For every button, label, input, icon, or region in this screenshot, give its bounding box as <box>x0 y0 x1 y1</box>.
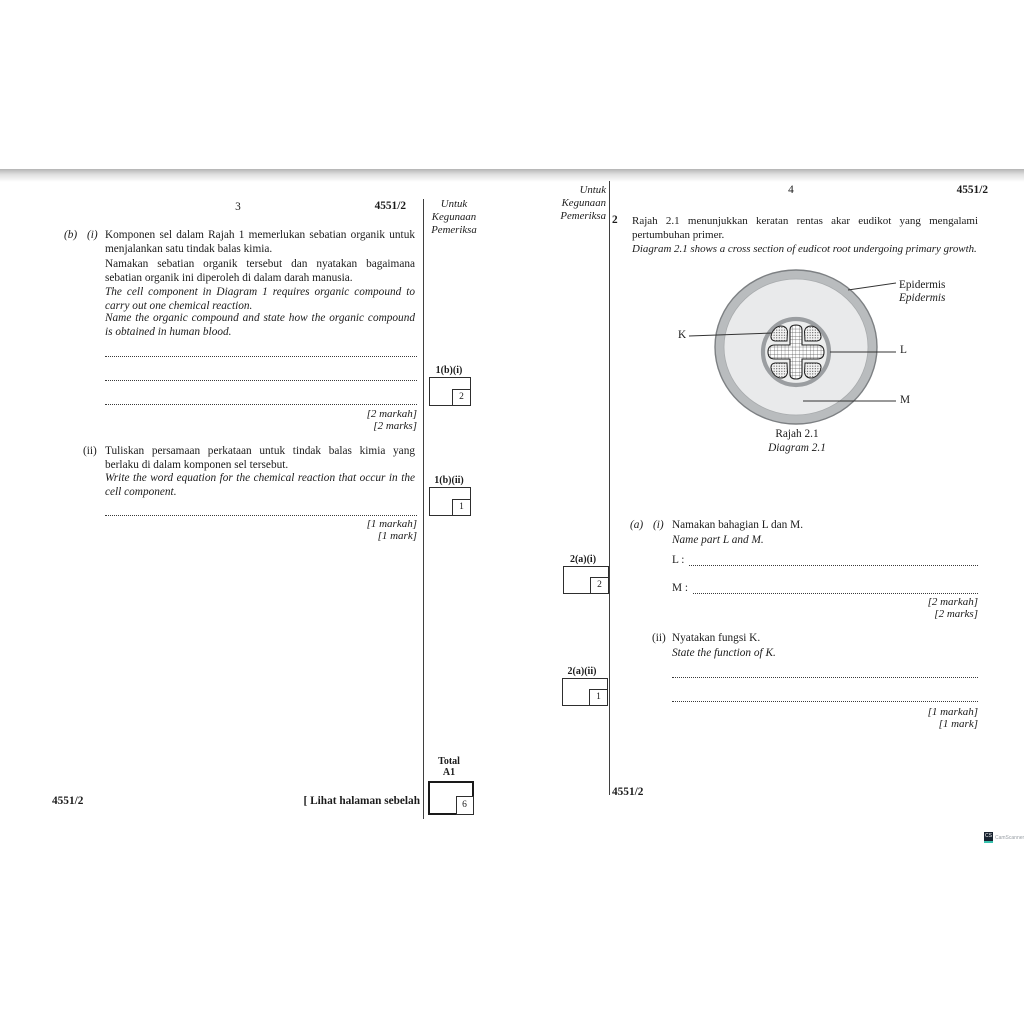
answer-line-m-prefix: M : <box>672 582 689 594</box>
answer-line <box>105 396 417 405</box>
turn-page-note: [ Lihat halaman sebelah <box>303 795 420 807</box>
marks-english: [1 mark] <box>938 718 978 730</box>
answer-dots <box>689 553 978 566</box>
right-examiner-note <box>544 184 606 223</box>
mark-box-score: 2 <box>590 577 609 594</box>
camscanner-logo-icon: CS <box>984 832 993 843</box>
total-box-title <box>426 756 472 778</box>
diagram-label-k: K <box>678 329 687 341</box>
question-b-label: (b) <box>64 229 78 241</box>
answer-line <box>672 693 978 702</box>
question-b-i-label: (i) <box>87 229 98 241</box>
left-paper-code-header: 4551/2 <box>374 200 406 212</box>
camscanner-watermark-label: CamScanner <box>995 834 1024 841</box>
marks-english: [2 marks] <box>373 420 417 432</box>
total-mark-box-score: 6 <box>456 796 474 815</box>
answer-line <box>672 669 978 678</box>
answer-line <box>105 372 417 381</box>
mark-box-label: 1(b)(i) <box>435 365 463 376</box>
mark-box-label: 2(a)(i) <box>569 554 597 565</box>
question-2-malay: Rajah 2.1 menunjukkan keratan rentas akar eudikot yang mengalami pertumbuhan primer. <box>632 215 978 241</box>
mark-box-label: 1(b)(ii) <box>434 475 464 486</box>
answer-line-m <box>672 581 978 594</box>
total-mark-box <box>428 781 474 815</box>
marks-english: [1 mark] <box>377 530 417 542</box>
diagram-label-epidermis-english: Epidermis <box>899 292 946 304</box>
answer-line-l <box>672 553 978 566</box>
left-examiner-note <box>424 198 484 237</box>
marks-malay: [2 markah] <box>927 596 978 608</box>
answer-line <box>105 348 417 357</box>
answer-dots <box>693 581 978 594</box>
question-b-ii-malay: Tuliskan persamaan perkataan untuk tindak balas kimia yang berlaku di dalam komponen sel tersebut. <box>105 445 415 471</box>
question-2a-ii-malay: Nyatakan fungsi K. <box>672 632 761 644</box>
question-b-i-malay-1: Komponen sel dalam Rajah 1 memerlukan sebatian organik untuk menjalankan satu tindak balas kimia. <box>105 229 415 255</box>
question-2a-i-label: (i) <box>653 519 664 531</box>
question-2a-i-malay: Namakan bahagian L dan M. <box>672 519 804 531</box>
left-footer-paper-code: 4551/2 <box>52 795 84 807</box>
mark-box <box>563 566 609 594</box>
question-b-i-english-2: Name the organic compound and state how the organic compound is obtained in human blood. <box>105 312 415 338</box>
right-examiner-column-divider <box>609 181 610 795</box>
mark-box <box>429 377 471 406</box>
right-paper-code-header: 4551/2 <box>956 184 988 196</box>
epidermis-leader-line <box>848 283 896 290</box>
mark-box-label: 2(a)(ii) <box>567 666 597 677</box>
question-2a-ii-english: State the function of K. <box>672 647 776 659</box>
diagram-label-l: L <box>900 344 907 356</box>
question-b-i-malay-2: Namakan sebatian organik tersebut dan nyatakan bagaimana sebatian organik ini diperoleh di dalam darah manusia. <box>105 258 415 284</box>
question-2a-i-english: Name part L and M. <box>672 534 764 546</box>
examiner-note-line: Pemeriksa <box>560 210 606 222</box>
question-2-english: Diagram 2.1 shows a cross section of eudicot root undergoing primary growth. <box>632 243 977 255</box>
diagram-caption-malay: Rajah 2.1 <box>775 428 819 440</box>
marks-english: [2 marks] <box>934 608 978 620</box>
total-box-title-line: A1 <box>442 767 456 778</box>
marks-malay: [1 markah] <box>366 518 417 530</box>
answer-line-l-prefix: L : <box>672 554 685 566</box>
right-footer-paper-code: 4551/2 <box>612 786 644 798</box>
mark-box <box>562 678 608 706</box>
question-b-i-english-1: The cell component in Diagram 1 requires organic compound to carry out one chemical reaction. <box>105 286 415 312</box>
mark-box-score: 1 <box>589 689 608 706</box>
left-examiner-column-divider <box>423 199 424 819</box>
examiner-note-line: Pemeriksa <box>431 224 477 236</box>
question-2a-ii-label: (ii) <box>652 632 666 644</box>
examiner-note-line: Untuk <box>579 184 606 196</box>
scan-edge-shadow <box>0 169 1024 182</box>
examiner-note-line: Kegunaan <box>431 211 477 223</box>
question-2a-label: (a) <box>630 519 644 531</box>
examiner-note-line: Untuk <box>440 198 468 210</box>
question-2-number: 2 <box>612 214 618 226</box>
camscanner-watermark <box>984 832 1024 843</box>
question-b-ii-english: Write the word equation for the chemical reaction that occur in the cell component. <box>105 472 415 498</box>
mark-box-score: 1 <box>452 499 471 516</box>
answer-line <box>105 507 417 516</box>
marks-malay: [2 markah] <box>366 408 417 420</box>
examiner-note-line: Kegunaan <box>561 197 606 209</box>
mark-box <box>429 487 471 516</box>
right-page-number: 4 <box>788 184 794 196</box>
question-b-ii-label: (ii) <box>83 445 97 457</box>
left-page-number: 3 <box>235 201 241 213</box>
diagram-label-m: M <box>900 394 911 406</box>
mark-box-score: 2 <box>452 389 471 406</box>
diagram-caption-english: Diagram 2.1 <box>768 442 826 454</box>
marks-malay: [1 markah] <box>927 706 978 718</box>
diagram-label-epidermis-malay: Epidermis <box>899 279 946 291</box>
total-box-title-line: Total <box>438 756 460 767</box>
